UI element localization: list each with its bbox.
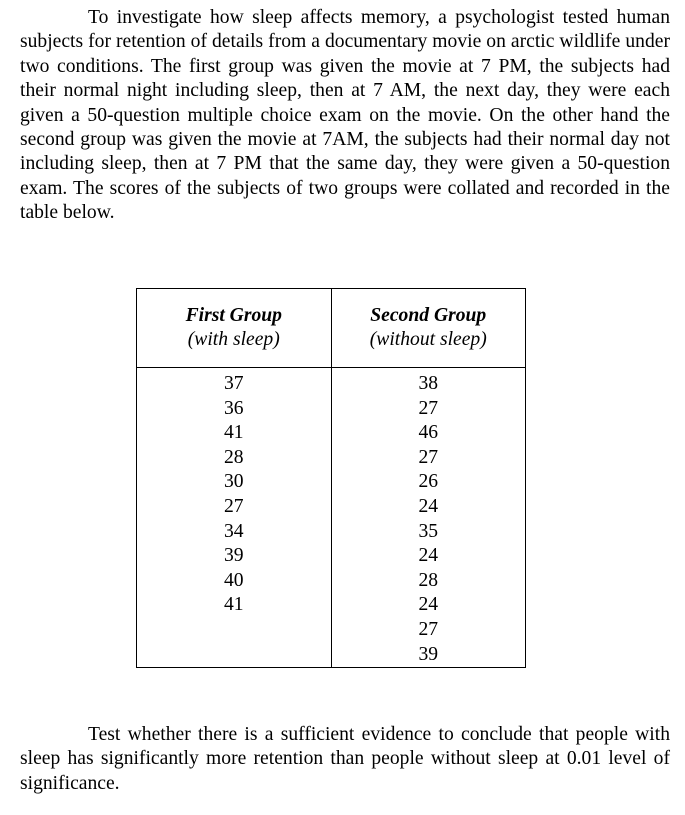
second-group-score: 27 [418,446,439,468]
second-group-scores [331,368,526,668]
second-group-condition: (without sleep) [369,329,487,350]
second-group-score: 46 [418,422,439,444]
second-group-score: 24 [418,545,439,567]
second-group-score: 35 [418,520,439,542]
second-group-score: 28 [418,569,439,591]
first-group-score: 34 [223,520,244,542]
table-body-row [137,368,526,668]
second-group-score: 24 [418,594,439,616]
first-group-header [137,289,332,368]
second-group-score: 27 [418,397,439,419]
second-group-header [331,289,526,368]
first-group-score: 27 [223,495,244,517]
first-group-score: 30 [223,471,244,493]
first-group-score: 39 [223,545,244,567]
second-group-score: 24 [418,495,439,517]
problem-description: To investigate how sleep affects memory, a psychologist tested human subjects for retention of details from a documentary movie on arctic wildlife under two conditions. The first group was given the movie at 7 PM, the subjects had their normal night including sleep, then at 7 AM, the next day, they were each given a 50-question multiple choice exam on the movie. On the other hand the second group was given the movie at 7AM, the subjects had their normal day not including sleep, then at 7 PM that the same day, they were given a 50-question exam. The scores of the subjects of two groups were collated and recorded in the table below. [20,7,670,224]
first-group-score: 28 [223,446,244,468]
second-group-score: 26 [418,471,439,493]
second-group-score: 38 [418,373,439,394]
first-group-scores [137,368,332,668]
first-group-score: 36 [223,397,244,419]
first-group-score: 37 [223,373,244,394]
first-group-score: 41 [223,594,244,616]
table-header-row [137,289,526,368]
second-group-name: Second Group [370,305,487,326]
scores-table [136,288,526,668]
first-group-name: First Group [185,305,282,326]
first-group-condition: (with sleep) [187,329,280,350]
second-group-score: 27 [418,618,439,640]
second-group-score: 39 [418,643,439,665]
first-group-score: 40 [223,569,244,591]
first-group-score: 41 [223,422,244,444]
hypothesis-test-question: Test whether there is a sufficient evidence to conclude that people with sleep has significantly more retention than people without sleep at 0.01 level of significance. [20,724,670,794]
